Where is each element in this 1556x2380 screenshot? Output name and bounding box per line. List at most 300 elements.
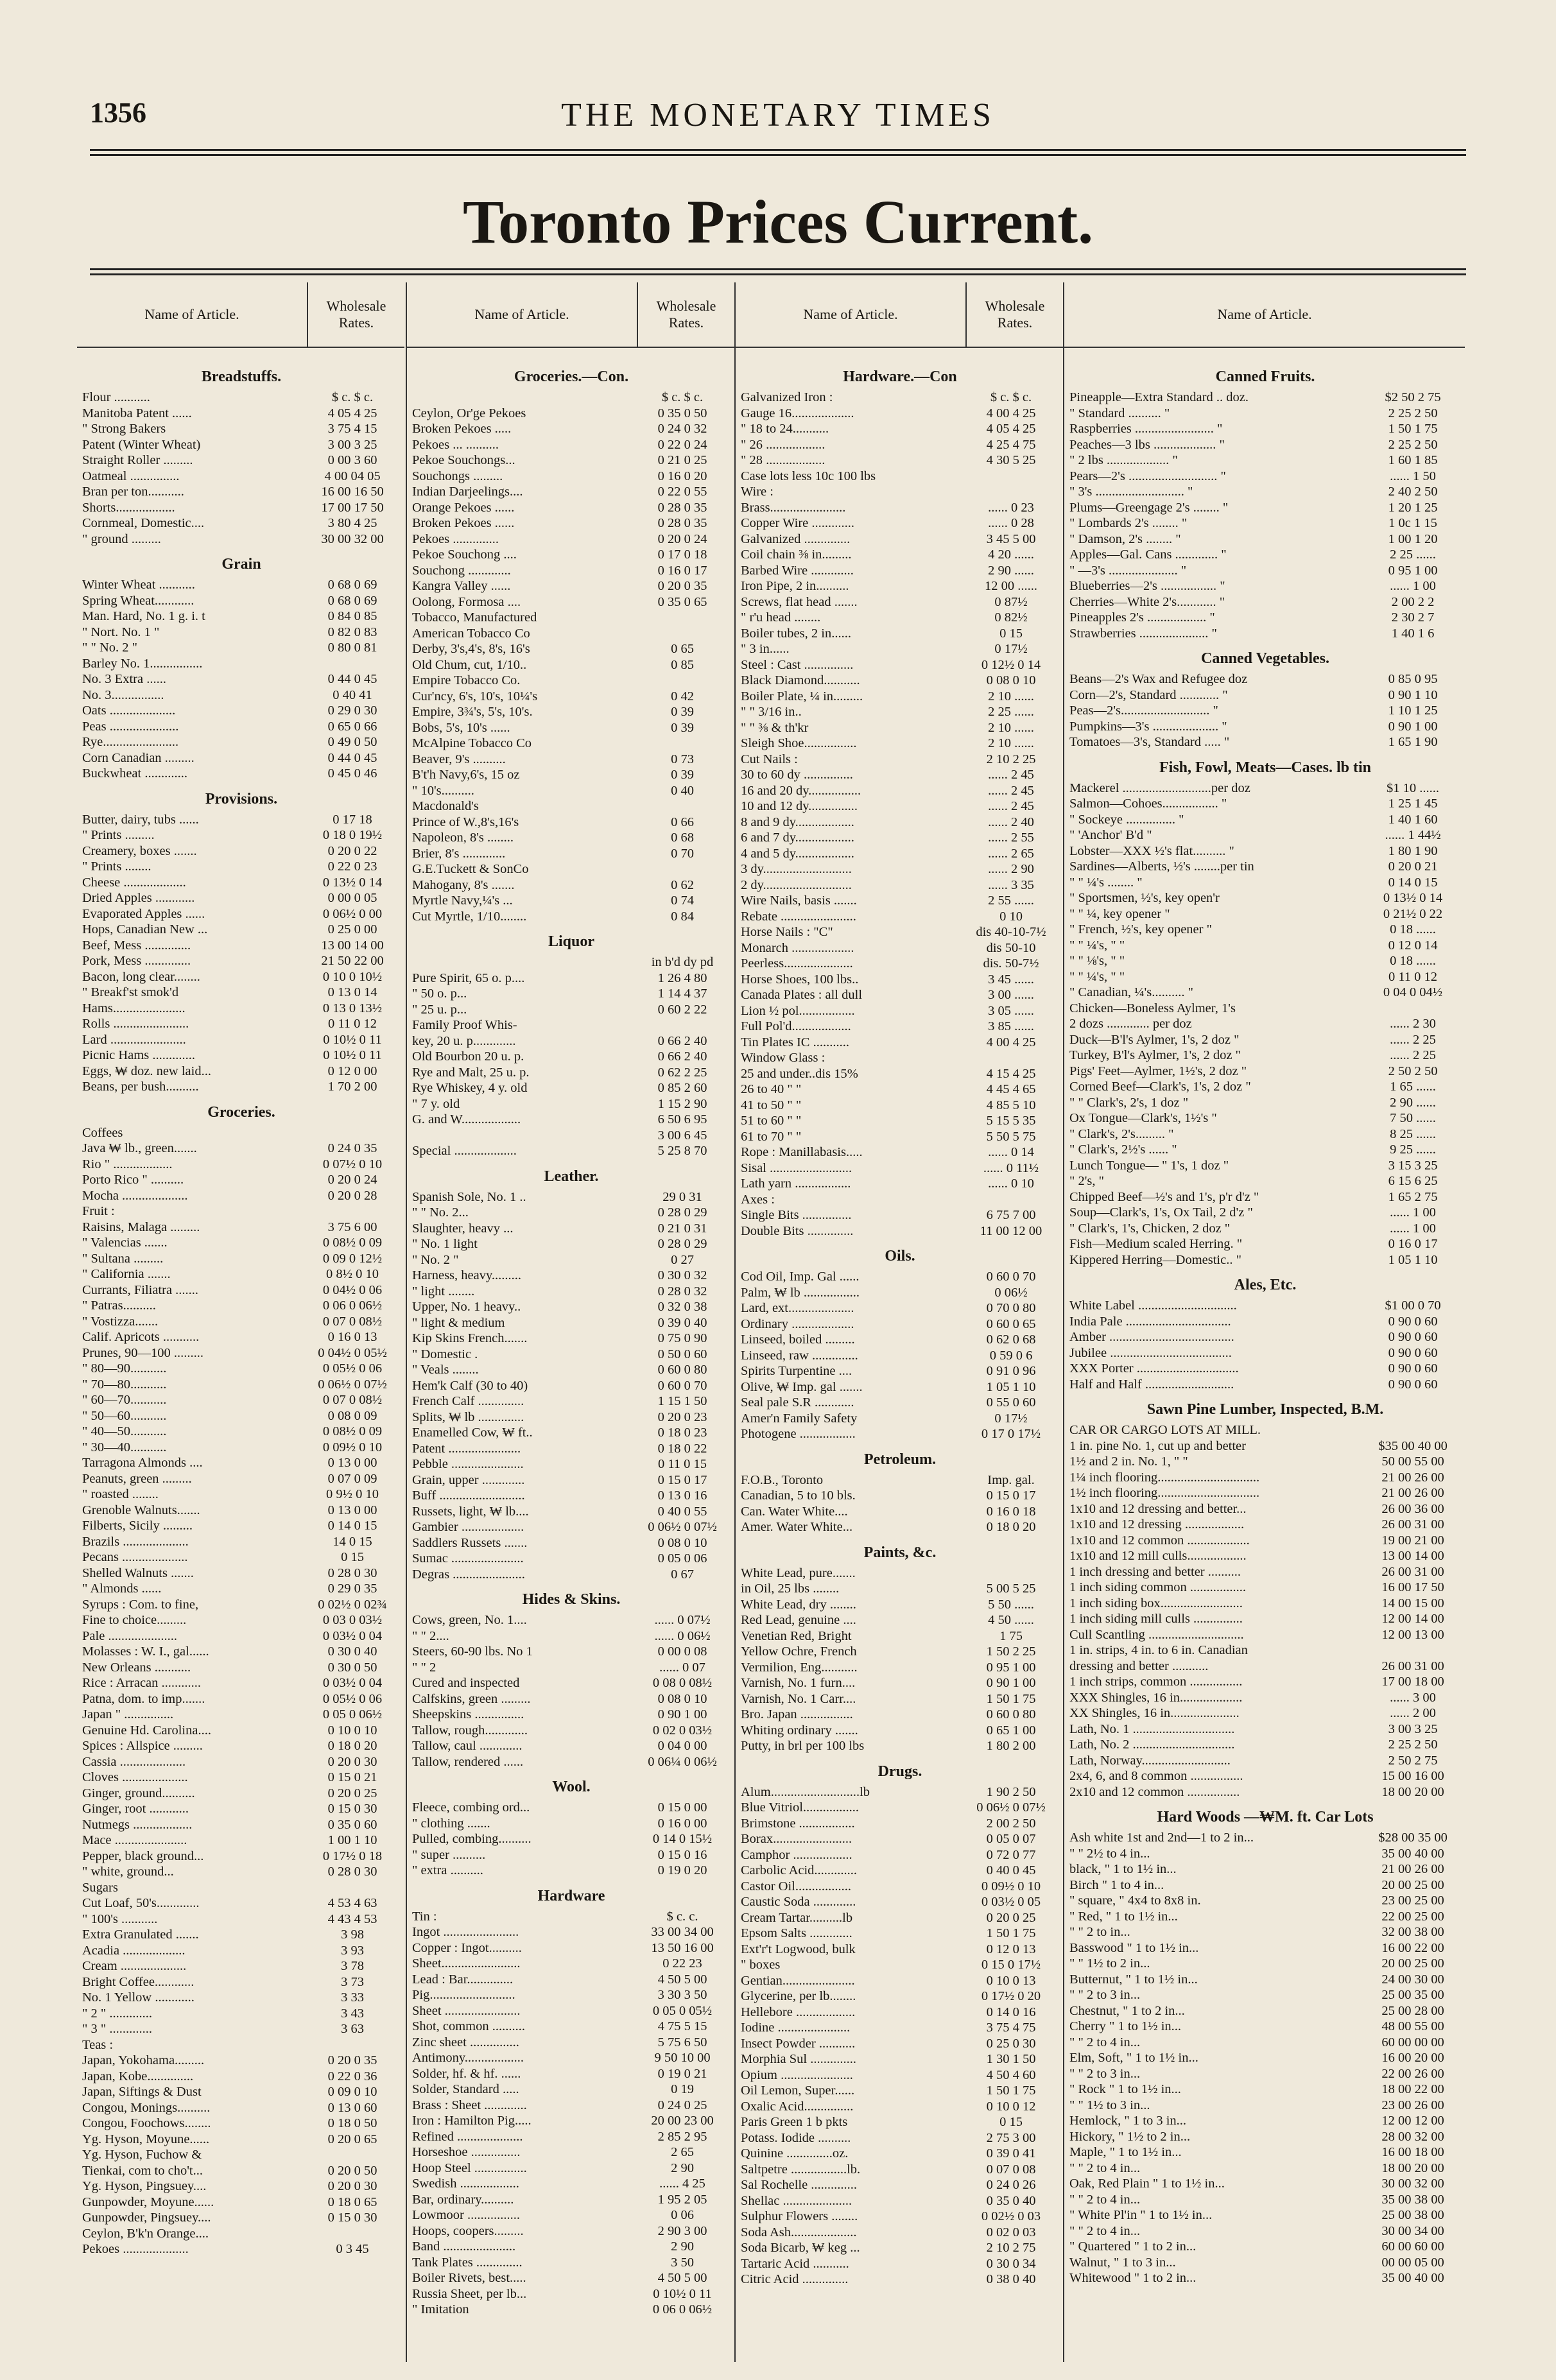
wholesale-rate: ...... 1 00 xyxy=(1390,1221,1436,1236)
article-name: Copper Wire ............. xyxy=(741,516,855,530)
wholesale-rate: 0 15 xyxy=(341,1550,364,1564)
price-row xyxy=(82,750,401,766)
wholesale-rate: ...... 3 00 xyxy=(1390,1690,1436,1705)
price-row xyxy=(82,985,401,1001)
wholesale-rate: 0 08 0 08½ xyxy=(652,1676,713,1690)
wholesale-rate: dis 50-10 xyxy=(986,940,1036,955)
article-name: Blue Vitriol................. xyxy=(741,1800,860,1815)
article-name: Lath yarn ................. xyxy=(741,1177,851,1191)
price-row xyxy=(1069,2239,1461,2255)
article-name: Hickory, " 1½ to 2 in... xyxy=(1069,2129,1191,2144)
wholesale-rate: $1 10 ...... xyxy=(1387,780,1439,795)
article-name: " " 3/16 in.. xyxy=(741,705,802,719)
wholesale-rate: 22 00 26 00 xyxy=(1381,2066,1444,2081)
price-row xyxy=(82,1408,401,1424)
price-row xyxy=(741,1082,1059,1098)
wholesale-rate: 1 00 1 20 xyxy=(1388,531,1438,546)
price-row xyxy=(82,1487,401,1503)
price-row xyxy=(741,1411,1059,1427)
price-row xyxy=(741,720,1059,736)
wholesale-rate: 2 10 ...... xyxy=(988,689,1034,703)
article-name: No. 3................ xyxy=(82,687,164,702)
wholesale-rate: 1 10 1 25 xyxy=(1388,703,1438,718)
article-name: " 100's ........... xyxy=(82,1911,158,1926)
article-name: Tallow, caul ............. xyxy=(412,1739,523,1753)
article-name: " 25 u. p... xyxy=(412,1002,467,1017)
article-name: Seal pale S.R ............ xyxy=(741,1395,854,1410)
price-row xyxy=(1069,922,1461,938)
article-name: " 80—90........... xyxy=(82,1361,167,1375)
section-title: Hardware xyxy=(537,1887,605,1904)
article-name: Boiler Plate, ¼ in......... xyxy=(741,689,863,703)
wholesale-rate: 18 00 20 00 xyxy=(1381,1784,1444,1799)
wholesale-rate: 2 10 2 25 xyxy=(986,752,1036,766)
price-row xyxy=(741,1113,1059,1129)
price-row xyxy=(741,1426,1059,1442)
price-row xyxy=(412,1017,730,1033)
wholesale-rate: 3 78 xyxy=(341,1959,364,1973)
wholesale-rate: 0 02 0 03½ xyxy=(652,1723,713,1738)
wholesale-rate: 25 00 38 00 xyxy=(1381,2208,1444,2222)
rule-top xyxy=(90,149,1466,151)
price-row xyxy=(741,1300,1059,1316)
wholesale-rate: 0 3 45 xyxy=(336,2242,369,2256)
article-name: Cured and inspected xyxy=(412,1676,520,1690)
article-name: Soda Bicarb, ₩ keg ... xyxy=(741,2241,860,2255)
wholesale-rate: 0 85 2 60 xyxy=(657,1081,707,1095)
article-name: " Rock " 1 to 1½ in... xyxy=(1069,2082,1181,2096)
price-row xyxy=(1069,2082,1461,2098)
article-name: White Lead, dry ........ xyxy=(741,1597,856,1612)
wholesale-rate: 1 70 2 00 xyxy=(327,1080,377,1094)
wholesale-rate: 0 05½ 0 06 xyxy=(322,1691,383,1706)
price-row xyxy=(412,469,730,485)
article-name: Degras ...................... xyxy=(412,1567,525,1582)
price-row xyxy=(741,1504,1059,1520)
wholesale-rate: 23 00 26 00 xyxy=(1381,2098,1444,2112)
price-row xyxy=(412,594,730,610)
section-title: Leather. xyxy=(544,1168,599,1185)
article-name: " No. 2 " xyxy=(412,1252,459,1267)
article-name: Japan, Yokohama......... xyxy=(82,2053,205,2067)
article-name: Rye....................... xyxy=(82,735,179,749)
article-name: Wire Nails, basis ....... xyxy=(741,893,857,908)
price-row xyxy=(1069,547,1461,563)
wholesale-rate: 4 45 4 65 xyxy=(986,1082,1036,1096)
wholesale-rate: 0 15 0 30 xyxy=(327,1802,377,1816)
article-name: " Prints ......... xyxy=(82,828,155,842)
article-name: Pears—2's ........................... " xyxy=(1069,469,1226,483)
price-row xyxy=(412,2286,730,2302)
price-row xyxy=(412,1065,730,1081)
section-title: Canned Vegetables. xyxy=(1200,650,1330,667)
wholesale-rate: 0 75 0 90 xyxy=(657,1331,707,1345)
price-row xyxy=(1069,1377,1461,1393)
wholesale-rate: 3 00 3 25 xyxy=(1388,1721,1438,1736)
price-row xyxy=(1069,2003,1461,2019)
price-row xyxy=(412,909,730,925)
wholesale-rate: 14 00 15 00 xyxy=(1381,1596,1444,1610)
article-name: Strawberries ..................... " xyxy=(1069,626,1217,641)
price-row xyxy=(741,704,1059,720)
article-name: Beef, Mess .............. xyxy=(82,938,191,953)
wholesale-rate: 22 00 25 00 xyxy=(1381,1909,1444,1924)
price-row xyxy=(1069,2255,1461,2271)
article-name: 1 inch siding common ................. xyxy=(1069,1580,1247,1594)
price-row xyxy=(1069,906,1461,922)
section-title: Hardware.—Con xyxy=(843,368,957,385)
price-row xyxy=(1069,703,1461,719)
price-row xyxy=(412,2035,730,2051)
article-name: Full Pol'd.................. xyxy=(741,1019,851,1033)
article-name: " " 2 to 4 in... xyxy=(1069,2035,1141,2049)
wholesale-rate: 0 20 0 65 xyxy=(327,2132,377,2146)
wholesale-rate: 0 70 xyxy=(671,846,694,861)
price-row xyxy=(82,1282,401,1298)
price-row xyxy=(412,2239,730,2255)
wholesale-rate: 0 74 xyxy=(671,893,694,908)
price-row xyxy=(82,421,401,437)
price-row xyxy=(741,641,1059,657)
price-row xyxy=(412,1660,730,1676)
article-name: Family Proof Whis- xyxy=(412,1018,517,1032)
section-title: Groceries.—Con. xyxy=(514,368,629,385)
price-row xyxy=(82,1001,401,1017)
wholesale-rate: 1 00 1 10 xyxy=(327,1833,377,1847)
wholesale-rate: ...... 2 45 xyxy=(988,783,1034,798)
price-row xyxy=(741,673,1059,689)
article-name: Soda Ash.................... xyxy=(741,2225,857,2239)
wholesale-rate: 1 95 2 05 xyxy=(657,2192,707,2207)
price-row xyxy=(1069,1548,1461,1564)
wholesale-rate: 3 98 xyxy=(341,1927,364,1942)
column-body xyxy=(407,348,734,2318)
price-row xyxy=(412,752,730,768)
wholesale-rate: 0 44 0 45 xyxy=(327,672,377,686)
price-row xyxy=(82,1565,401,1582)
wholesale-rate: 0 18 ...... xyxy=(1390,954,1436,968)
wholesale-rate xyxy=(1365,1001,1461,1017)
wholesale-rate: 4 50 4 60 xyxy=(986,2067,1036,2082)
price-row xyxy=(82,1864,401,1880)
wholesale-rate: 2 90 3 00 xyxy=(657,2223,707,2238)
price-row xyxy=(1069,1454,1461,1470)
article-name: Lunch Tongue— " 1's, 1 doz " xyxy=(1069,1158,1229,1173)
wholesale-rate: 3 75 4 75 xyxy=(986,2021,1036,2035)
article-name: No. 3 Extra ...... xyxy=(82,672,166,686)
wholesale-rate: 0 91 0 96 xyxy=(986,1364,1036,1378)
price-row xyxy=(741,877,1059,893)
article-name: Tarragona Almonds .... xyxy=(82,1456,203,1470)
price-row xyxy=(412,673,730,689)
article-name: 1¼ inch flooring............................... xyxy=(1069,1470,1260,1485)
article-name: Sardines—Alberts, ½'s ........per tin xyxy=(1069,859,1254,874)
price-row xyxy=(741,1472,1059,1488)
wholesale-rate: 1 60 1 85 xyxy=(1388,453,1438,467)
wholesale-rate: $1 00 0 70 xyxy=(1385,1298,1441,1313)
article-name: Lard, ext.................... xyxy=(741,1301,854,1315)
wholesale-rate: 16 00 17 50 xyxy=(1381,1580,1444,1594)
article-name: Rio " .................. xyxy=(82,1157,173,1171)
wholesale-rate: 30 00 32 00 xyxy=(321,531,384,546)
article-name: B't'h Navy,6's, 15 oz xyxy=(412,768,520,782)
price-row xyxy=(741,752,1059,768)
article-name: Indian Darjeelings.... xyxy=(412,485,523,499)
price-row xyxy=(82,2226,401,2242)
article-name: Cream .................... xyxy=(82,1959,187,1973)
price-row xyxy=(1069,1095,1461,1111)
article-name: Patent (Winter Wheat) xyxy=(82,437,201,452)
price-row xyxy=(82,1849,401,1865)
price-row xyxy=(82,2037,401,2053)
price-row xyxy=(741,578,1059,594)
price-row xyxy=(741,1192,1059,1208)
section-title: Liquor xyxy=(548,933,595,950)
article-name: McAlpine Tobacco Co xyxy=(412,736,532,750)
article-name: Oak, Red Plain " 1 to 1½ in... xyxy=(1069,2177,1225,2191)
wholesale-rate: 3 45 ...... xyxy=(988,972,1034,987)
article-name: Yg. Hyson, Moyune...... xyxy=(82,2132,210,2146)
price-row xyxy=(412,1456,730,1472)
article-name: " Clark's, 1's, Chicken, 2 doz " xyxy=(1069,1221,1231,1236)
price-row xyxy=(1069,1705,1461,1721)
wholesale-rate: 0 85 0 95 xyxy=(1388,672,1438,686)
wholesale-rate: 3 45 5 00 xyxy=(986,531,1036,546)
price-row xyxy=(741,1957,1059,1973)
page-title: Toronto Prices Current. xyxy=(462,187,1094,256)
wholesale-rate: 0 07 0 08½ xyxy=(322,1393,383,1407)
article-name: Ox Tongue—Clark's, 1½'s " xyxy=(1069,1111,1217,1125)
price-row xyxy=(82,625,401,641)
price-row xyxy=(1069,687,1461,703)
article-name: Ext'r't Logwood, bulk xyxy=(741,1942,856,1956)
wholesale-rate: 0 60 0 80 xyxy=(986,1707,1036,1721)
article-name: 41 to 50 " " xyxy=(741,1098,802,1112)
price-row xyxy=(741,390,1059,406)
wholesale-rate: 0 12 0 00 xyxy=(327,1064,377,1078)
wholesale-rate: 0 17½ xyxy=(994,1411,1028,1426)
article-name: Sheet ....................... xyxy=(412,2003,521,2018)
wholesale-rate: 1 15 1 50 xyxy=(657,1394,707,1408)
price-row xyxy=(82,938,401,954)
article-name: 1x10 and 12 dressing .................. xyxy=(1069,1517,1245,1531)
article-name: Window Glass : xyxy=(741,1051,826,1065)
price-row xyxy=(1069,734,1461,750)
wholesale-rate: 8 25 ...... xyxy=(1390,1126,1436,1141)
price-row xyxy=(412,437,730,453)
price-row xyxy=(741,1160,1059,1177)
price-row xyxy=(82,719,401,735)
article-name: " " 2 to 4 in... xyxy=(1069,2223,1141,2238)
article-name: XXX Porter ............................... xyxy=(1069,1361,1239,1375)
wholesale-rate: 3 75 4 15 xyxy=(327,422,377,436)
wholesale-rate: 1 25 1 45 xyxy=(1388,797,1438,811)
wholesale-rate: 21 00 26 00 xyxy=(1381,1486,1444,1500)
price-row xyxy=(82,1597,401,1613)
article-name: Hams...................... xyxy=(82,1001,186,1015)
price-row xyxy=(741,924,1059,940)
article-name: Sleigh Shoe................ xyxy=(741,736,857,750)
article-name: Picnic Hams ............. xyxy=(82,1048,195,1062)
article-name: 25 and under..dis 15% xyxy=(741,1066,858,1081)
wholesale-rate: 4 75 5 15 xyxy=(657,2019,707,2033)
wholesale-rate: ...... 2 45 xyxy=(988,768,1034,782)
article-name: Pineapples 2's .................. " xyxy=(1069,610,1215,625)
wholesale-rate: 1 0c 1 15 xyxy=(1388,516,1437,530)
wholesale-rate xyxy=(634,610,730,626)
article-name: Spirits Turpentine .... xyxy=(741,1364,852,1378)
price-row xyxy=(82,1990,401,2006)
price-row xyxy=(1069,1173,1461,1189)
price-row xyxy=(1069,1032,1461,1048)
wholesale-rate: 7 50 ...... xyxy=(1390,1111,1436,1125)
price-row xyxy=(741,2240,1059,2256)
article-name: Pekoes .................... xyxy=(82,2242,189,2256)
wholesale-rate: 0 39 xyxy=(671,705,694,719)
wholesale-rate: 0 05 0 06½ xyxy=(322,1707,383,1721)
wholesale-rate: 50 00 55 00 xyxy=(1381,1454,1444,1469)
price-row xyxy=(412,1112,730,1128)
wholesale-rate: 0 25 0 30 xyxy=(986,2036,1036,2051)
wholesale-rate: 0 08 0 10 xyxy=(986,673,1036,687)
price-row xyxy=(82,437,401,453)
wholesale-rate: 0 55 0 60 xyxy=(986,1395,1036,1410)
article-name: Sugars xyxy=(82,1880,118,1895)
article-name: " " ⅛'s, " " xyxy=(1069,954,1125,968)
wholesale-rate: in b'd dy pd xyxy=(651,955,714,969)
wholesale-rate: 20 00 25 00 xyxy=(1381,1877,1444,1892)
price-row xyxy=(741,2083,1059,2099)
article-name xyxy=(412,954,634,970)
wholesale-rate: 0 10 xyxy=(999,909,1023,924)
wholesale-rate: 0 16 0 18 xyxy=(986,1504,1036,1519)
wholesale-rate: 4 50 ...... xyxy=(988,1613,1034,1627)
article-name: " extra .......... xyxy=(412,1863,483,1877)
article-name: Dried Apples ............ xyxy=(82,891,195,905)
wholesale-rate: 0 28 0 32 xyxy=(657,1284,707,1298)
wholesale-rate: 0 18 0 20 xyxy=(327,1739,377,1753)
article-name: Rolls ....................... xyxy=(82,1017,189,1031)
article-name: Cloves .................... xyxy=(82,1770,188,1784)
wholesale-rate: 0 04 0 04½ xyxy=(1383,985,1443,999)
wholesale-rate: 2 90 xyxy=(671,2160,694,2175)
article-name: Glycerine, per lb........ xyxy=(741,1989,856,2003)
wholesale-rate: 0 10 0 13 xyxy=(986,1973,1036,1988)
price-row xyxy=(741,2272,1059,2288)
price-row xyxy=(1069,1768,1461,1784)
price-row xyxy=(412,2302,730,2318)
price-row xyxy=(741,1942,1059,1958)
wholesale-rate: 35 00 40 00 xyxy=(1381,1846,1444,1861)
price-row xyxy=(412,1754,730,1770)
wholesale-rate: 0 18 0 50 xyxy=(327,2116,377,2130)
price-row xyxy=(412,657,730,673)
price-row xyxy=(1069,2160,1461,2177)
wholesale-rate: 1 50 1 75 xyxy=(986,1691,1036,1706)
price-row xyxy=(1069,1674,1461,1690)
article-name: Corn Canadian ......... xyxy=(82,750,195,765)
article-name: Hellebore .................. xyxy=(741,2005,856,2019)
wholesale-rate: 60 00 00 00 xyxy=(1381,2035,1444,2049)
price-row xyxy=(1069,2192,1461,2208)
price-row xyxy=(741,1363,1059,1379)
price-row xyxy=(741,1316,1059,1332)
article-name: Boiler tubes, 2 in...... xyxy=(741,626,851,641)
price-row xyxy=(1069,1361,1461,1377)
wholesale-rate: 0 02½ 0 02¾ xyxy=(318,1597,387,1612)
wholesale-rate: 0 04½ 0 05½ xyxy=(318,1345,387,1360)
article-name: Grenoble Walnuts....... xyxy=(82,1503,200,1517)
price-row xyxy=(82,1832,401,1849)
article-name: Varnish, No. 1 furn.... xyxy=(741,1676,856,1690)
price-row xyxy=(82,1157,401,1173)
article-name: Porto Rico " .......... xyxy=(82,1173,184,1187)
wholesale-rate: 0 08 0 10 xyxy=(657,1691,707,1706)
article-name: " 50 o. p... xyxy=(412,987,467,1001)
article-name: Horse Shoes, 100 lbs.. xyxy=(741,972,859,987)
article-name: Hem'k Calf (30 to 40) xyxy=(412,1378,528,1393)
wholesale-rate: 1 30 1 50 xyxy=(986,2052,1036,2066)
article-name: Buckwheat ............. xyxy=(82,766,187,780)
article-name: " Vostizza....... xyxy=(82,1314,159,1329)
price-row xyxy=(412,1252,730,1268)
wholesale-rate: 13 50 16 00 xyxy=(651,1940,714,1955)
article-name: Barley No. 1................ xyxy=(82,656,203,671)
price-row xyxy=(741,1675,1059,1691)
price-row xyxy=(82,1125,401,1141)
article-name: " 'Anchor' B'd " xyxy=(1069,828,1152,842)
price-row xyxy=(1069,1580,1461,1596)
price-row xyxy=(412,1800,730,1816)
wholesale-rate: 1 90 2 50 xyxy=(986,1784,1036,1799)
article-name: Apples—Gal. Cans ............. " xyxy=(1069,548,1227,562)
price-row xyxy=(412,1080,730,1096)
article-name: Myrtle Navy,¼'s ... xyxy=(412,893,513,908)
article-name: " 2 lbs ................... " xyxy=(1069,453,1178,467)
article-name: Splits, ₩ lb .............. xyxy=(412,1410,524,1424)
price-row xyxy=(412,2066,730,2082)
price-row xyxy=(82,1251,401,1267)
article-name: Congou, Foochows........ xyxy=(82,2116,211,2130)
wholesale-rate: 0 20 0 22 xyxy=(327,843,377,858)
price-row xyxy=(1069,780,1461,797)
article-name: Hemlock, " 1 to 3 in... xyxy=(1069,2114,1187,2128)
article-name: 1x10 and 12 mill culls.................. xyxy=(1069,1549,1247,1563)
article-name: Corn—2's, Standard ............ " xyxy=(1069,687,1228,702)
price-row xyxy=(412,641,730,657)
section-title: Groceries. xyxy=(207,1103,275,1121)
price-row xyxy=(1069,626,1461,642)
price-row xyxy=(741,1800,1059,1816)
article-name: Old Chum, cut, 1/10.. xyxy=(412,657,527,672)
article-name: Straight Roller ......... xyxy=(82,453,193,467)
price-row xyxy=(82,1079,401,1095)
article-name: Hoop Steel ................ xyxy=(412,2160,527,2175)
article-name: Rebate ....................... xyxy=(741,909,856,924)
price-row xyxy=(82,1754,401,1770)
article-name: Tank Plates .............. xyxy=(412,2255,523,2270)
wholesale-rate: 2 00 2 50 xyxy=(986,1816,1036,1831)
article-name: " r'u head ........ xyxy=(741,610,821,625)
section-title: Provisions. xyxy=(205,790,278,807)
article-name: Carbolic Acid............. xyxy=(741,1863,858,1877)
article-name: Beans, per bush.......... xyxy=(82,1080,199,1094)
wholesale-rate: 1 14 4 37 xyxy=(657,987,707,1001)
wholesale-rate: 18 00 22 00 xyxy=(1381,2082,1444,2096)
price-row xyxy=(82,1974,401,1990)
wholesale-rate xyxy=(634,861,730,877)
wholesale-rate xyxy=(963,469,1059,485)
